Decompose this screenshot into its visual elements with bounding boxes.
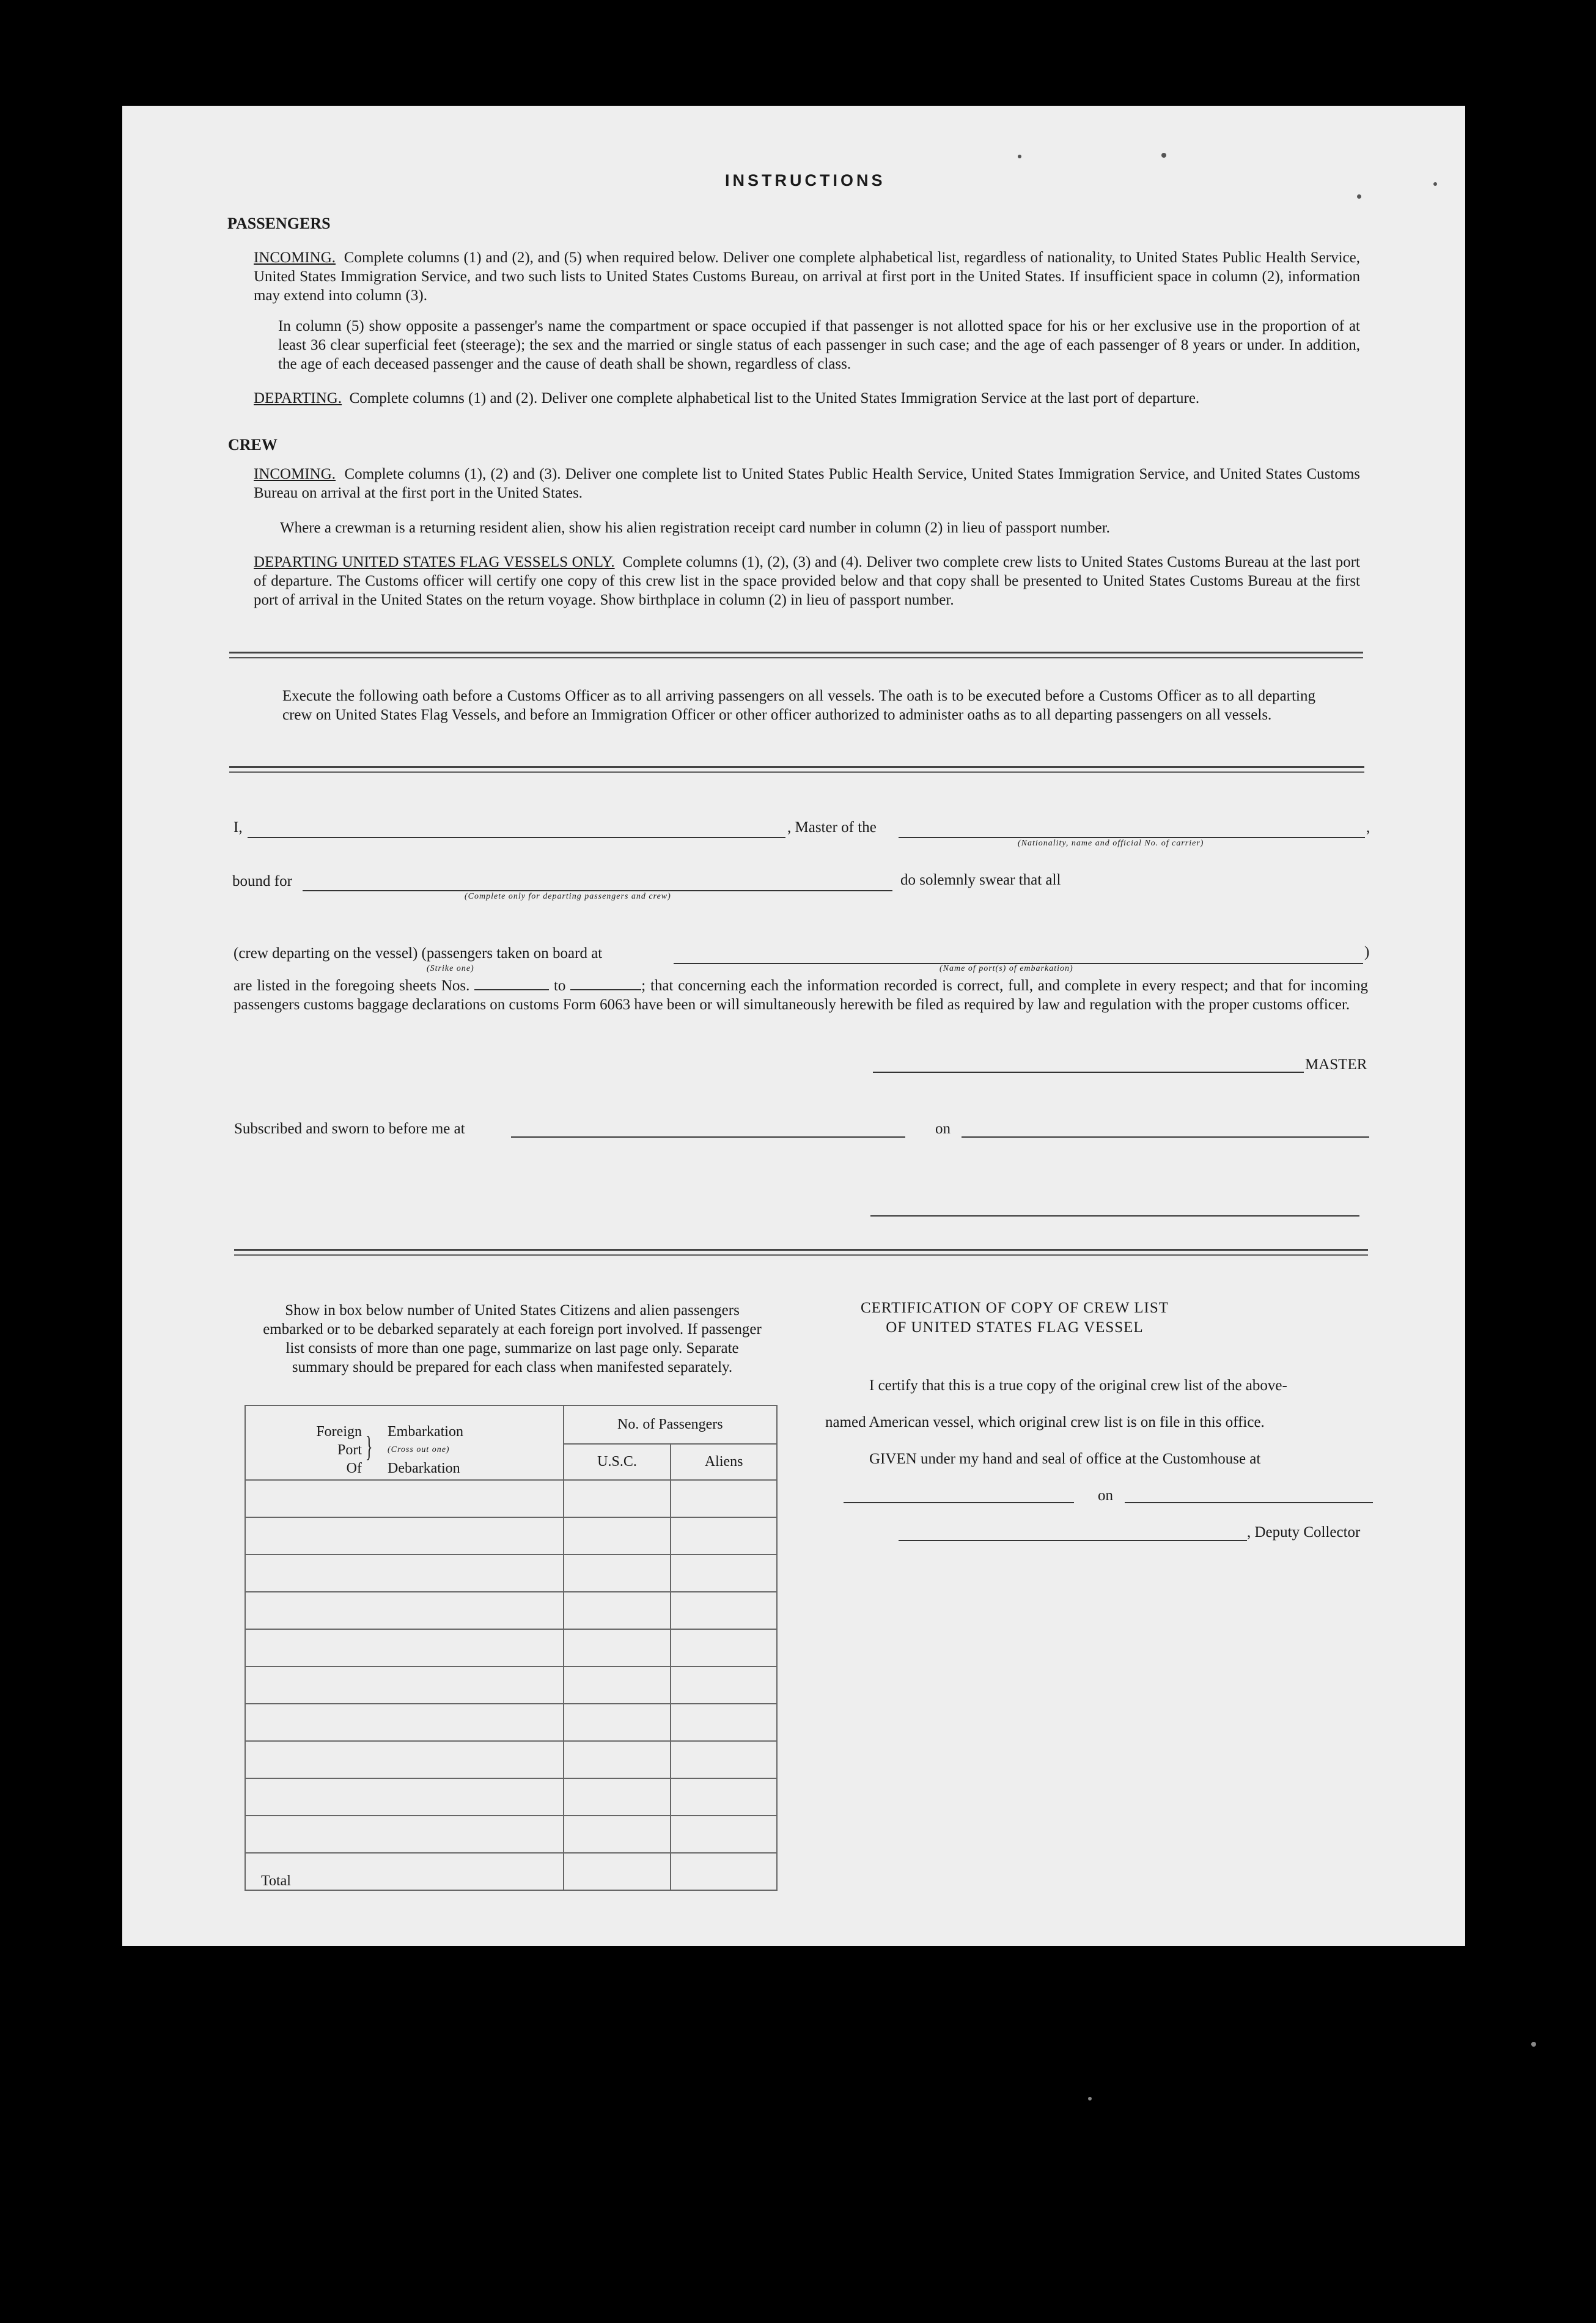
usc-cell[interactable]: [564, 1816, 671, 1853]
speck: [1018, 155, 1021, 158]
crew-incoming-label: INCOMING.: [254, 466, 336, 482]
ports-note: (Name of port(s) of embarkation): [940, 964, 1073, 973]
summary-row: [245, 1592, 777, 1629]
oath-i: I,: [234, 819, 243, 836]
master-label: MASTER: [1305, 1056, 1367, 1073]
of-label: Of: [346, 1460, 362, 1476]
summary-row: [245, 1666, 777, 1704]
certify-line2: named American vessel, which original crew list is on file in this office.: [825, 1414, 1265, 1430]
port-cell[interactable]: [245, 1778, 564, 1816]
crew-incoming-paragraph: [254, 465, 1360, 503]
usc-cell[interactable]: [564, 1704, 671, 1741]
listed-rest: ; that concerning each the information recorded is correct, full, and complete in every respect; and that for incoming passengers customs baggage declarations on customs Form 6063 have been or will simultaneously herewith be filed as required by law and regulation with the proper customs officer.: [234, 977, 1368, 1013]
customhouse-line[interactable]: [844, 1502, 1074, 1503]
summary-row: [245, 1704, 777, 1741]
speck: [1357, 194, 1361, 199]
sworn-date-line[interactable]: [962, 1136, 1369, 1138]
master-signature-line[interactable]: [873, 1072, 1304, 1073]
port-cell[interactable]: [245, 1704, 564, 1741]
sworn-location-line[interactable]: [511, 1136, 905, 1138]
aliens-header: Aliens: [671, 1444, 777, 1480]
close-paren: ): [1364, 944, 1370, 960]
foreign-label: Foreign: [316, 1424, 362, 1440]
total-row: [245, 1853, 777, 1890]
summary-row: [245, 1778, 777, 1816]
incoming-label: INCOMING.: [254, 249, 336, 266]
master-of-the: , Master of the: [787, 819, 877, 836]
divider: [229, 766, 1364, 773]
certification-title: [703, 1298, 1326, 1338]
aliens-cell[interactable]: [671, 1555, 777, 1592]
on-text: on: [935, 1121, 951, 1137]
complete-only-note: (Complete only for departing passengers and crew): [465, 892, 671, 901]
usc-cell[interactable]: [564, 1480, 671, 1517]
aliens-cell[interactable]: [671, 1480, 777, 1517]
brace-glyph: }: [366, 1430, 373, 1463]
passengers-departing-paragraph: [254, 389, 1372, 408]
aliens-cell[interactable]: [671, 1704, 777, 1741]
total-usc-cell[interactable]: [564, 1853, 671, 1890]
embarkation-label: Embarkation: [388, 1424, 463, 1440]
sheet-from-line[interactable]: [474, 977, 549, 990]
sheet-to-line[interactable]: [570, 977, 641, 990]
port-cell[interactable]: [245, 1480, 564, 1517]
divider: [234, 1249, 1368, 1256]
usc-cell[interactable]: [564, 1778, 671, 1816]
officer-signature-line[interactable]: [870, 1215, 1359, 1217]
deputy-signature-line[interactable]: [899, 1540, 1247, 1541]
listed-paragraph: [234, 976, 1368, 1014]
debarkation-label: Debarkation: [388, 1460, 460, 1476]
aliens-cell[interactable]: [671, 1629, 777, 1666]
subscribed-text: Subscribed and sworn to before me at: [234, 1121, 465, 1137]
aliens-cell[interactable]: [671, 1741, 777, 1778]
port-cell[interactable]: [245, 1517, 564, 1555]
aliens-cell[interactable]: [671, 1517, 777, 1555]
carrier-line[interactable]: [899, 837, 1365, 838]
crew-departing-text: (crew departing on the vessel) (passengers taken on board at: [234, 945, 603, 962]
passengers-heading: PASSENGERS: [227, 215, 331, 232]
listed-text: are listed in the foregoing sheets Nos.: [234, 977, 470, 994]
port-cell[interactable]: [245, 1555, 564, 1592]
strike-one-note: (Strike one): [427, 964, 474, 973]
port-cell[interactable]: [245, 1816, 564, 1853]
crewman-paragraph: Where a crewman is a returning resident alien, show his alien registration receipt card number in column (2) in lieu of passport number.: [280, 520, 1110, 536]
summary-header-row: [245, 1405, 777, 1444]
departing-text: Complete columns (1) and (2). Deliver one complete alphabetical list to the United States Immigration Service at the last port of departure.: [349, 390, 1200, 407]
port-cell[interactable]: [245, 1741, 564, 1778]
speck: [1531, 2042, 1536, 2047]
column5-paragraph: In column (5) show opposite a passenger's name the compartment or space occupied if that passenger is not allotted space for his or her exclusive use in the proportion of at least 36 clear superficial feet (steerage); the sex and the married or single status of each passenger in such case; and the age of each passenger of 8 years or under. In addition, the age of each deceased passenger and the cause of death shall be shown, regardless of class.: [278, 318, 1360, 372]
cert-date-line[interactable]: [1125, 1502, 1373, 1503]
usc-cell[interactable]: [564, 1517, 671, 1555]
crew-heading: CREW: [228, 436, 278, 454]
cross-out-note: (Cross out one): [388, 1445, 450, 1454]
given-text: GIVEN under my hand and seal of office at the Customhouse at: [869, 1451, 1261, 1467]
flag-vessels-text: Complete columns (1), (2), (3) and (4). Deliver two complete crew lists to United States Customs Bureau at the last port of departure. The Customs officer will certify one copy of this crew list in the space provided below and that copy shall be presented to United States Customs Bureau at the first port of arrival in the United States on the return voyage. Show birthplace in column (2) in lieu of passport number.: [254, 554, 1360, 608]
flag-vessels-label: DEPARTING UNITED STATES FLAG VESSELS ONLY.: [254, 554, 615, 570]
port-cell[interactable]: [245, 1629, 564, 1666]
summary-row: [245, 1480, 777, 1517]
no-passengers-header: No. of Passengers: [564, 1405, 777, 1444]
summary-row: [245, 1517, 777, 1555]
aliens-cell[interactable]: [671, 1816, 777, 1853]
oath-intro: Execute the following oath before a Customs Officer as to all arriving passengers on all vessels. The oath is to be executed before a Customs Officer as to all departing crew on United States Flag Vessels, and before an Immigration Officer or other officer authorized to administer oaths as to all departing passengers on all vessels.: [282, 688, 1315, 723]
bound-for: bound for: [232, 873, 292, 889]
aliens-cell[interactable]: [671, 1592, 777, 1629]
cert-on-text: on: [1098, 1487, 1113, 1504]
summary-row: [245, 1629, 777, 1666]
certify-line1: I certify that this is a true copy of the original crew list of the above-: [869, 1377, 1287, 1394]
incoming-text: Complete columns (1) and (2), and (5) when required below. Deliver one complete alphabetical list, regardless of nationality, to United States Public Health Service, United States Immigration Service, and two such lists to United States Customs Bureau, on arrival at first port in the United States. If insufficient space in column (2), information may extend into column (3).: [254, 249, 1361, 304]
divider: [229, 652, 1363, 658]
speck: [1088, 2097, 1092, 2100]
bound-for-line[interactable]: [303, 890, 892, 891]
certification-title-line1: CERTIFICATION OF COPY OF CREW LIST: [860, 1300, 1169, 1316]
speck: [1161, 153, 1166, 158]
aliens-cell[interactable]: [671, 1666, 777, 1704]
swear-text: do solemnly swear that all: [900, 872, 1061, 888]
usc-cell[interactable]: [564, 1629, 671, 1666]
port-cell[interactable]: [245, 1666, 564, 1704]
usc-cell[interactable]: [564, 1666, 671, 1704]
summary-row: [245, 1816, 777, 1853]
usc-cell[interactable]: [564, 1741, 671, 1778]
total-label: Total: [245, 1853, 564, 1890]
total-aliens-cell[interactable]: [671, 1853, 777, 1890]
usc-cell[interactable]: [564, 1555, 671, 1592]
passengers-incoming-paragraph: [254, 248, 1360, 305]
deputy-collector-label: , Deputy Collector: [1247, 1524, 1361, 1541]
certification-title-line2: OF UNITED STATES FLAG VESSEL: [886, 1319, 1144, 1336]
port-cell[interactable]: [245, 1592, 564, 1629]
summary-row: [245, 1555, 777, 1592]
nationality-note: (Nationality, name and official No. of carrier): [1018, 839, 1204, 848]
master-name-line[interactable]: [248, 837, 785, 838]
port-header-cell: [245, 1405, 564, 1480]
summary-row: [245, 1741, 777, 1778]
port-label: Port: [337, 1442, 362, 1458]
form-page: [122, 106, 1465, 1946]
comma: ,: [1366, 819, 1370, 836]
summary-intro: Show in box below number of United States Citizens and alien passengers embarked or to be debarked separately at each foreign port involved. If passenger list consists of more than one page, summarize on last page only. Separate summary should be prepared for each class when manifested separately.: [263, 1302, 762, 1375]
aliens-cell[interactable]: [671, 1778, 777, 1816]
passenger-summary-table: [245, 1405, 778, 1891]
to-text: to: [553, 977, 566, 994]
flag-vessels-paragraph: [254, 553, 1360, 609]
crew-incoming-text: Complete columns (1), (2) and (3). Deliver one complete list to United States Public Health Service, United States Immigration Service, and United States Customs Bureau on arrival at the first port in the United States.: [254, 466, 1360, 501]
speck: [1433, 182, 1437, 186]
instructions-title: INSTRUCTIONS: [725, 171, 886, 190]
usc-header: U.S.C.: [564, 1444, 671, 1480]
departing-label: DEPARTING.: [254, 390, 342, 407]
usc-cell[interactable]: [564, 1592, 671, 1629]
